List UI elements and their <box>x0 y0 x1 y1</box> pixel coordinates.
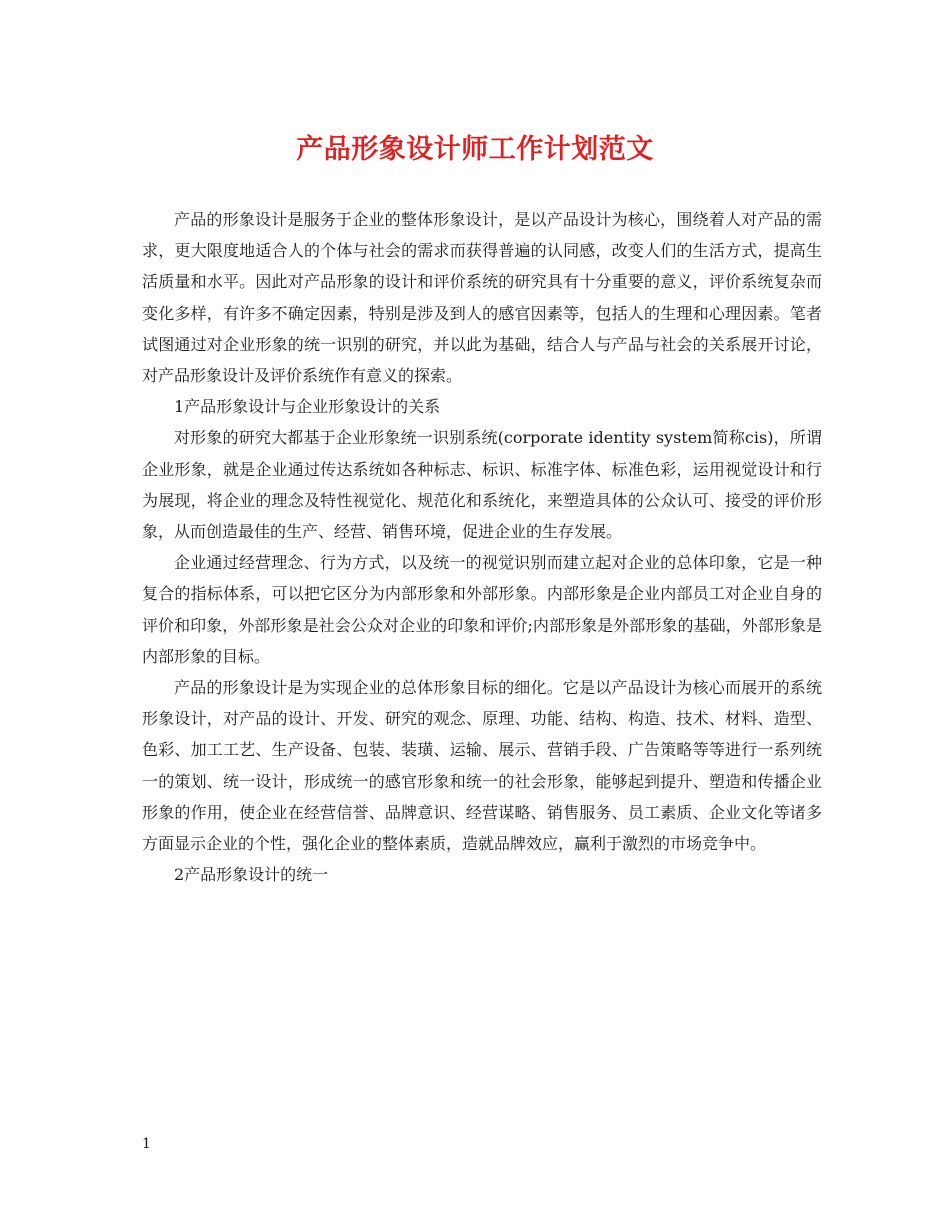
paragraph-intro: 产品的形象设计是服务于企业的整体形象设计，是以产品设计为核心，围绕着人对产品的需求，更大限度地适合人的个体与社会的需求而获得普遍的认同感，改变人们的生活方式，提高生活质量和水平。因此对产品形象的设计和评价系统的研究具有十分重要的意义，评价系统复杂而变化多样，有许多不确定因素，特别是涉及到人的感官因素等，包括人的生理和心理因素。笔者试图通过对企业形象的统一识别的研究，并以此为基础，结合人与产品与社会的关系展开讨论，对产品形象设计及评价系统作有意义的探索。 <box>142 210 822 386</box>
section-heading-1: 1产品形象设计与企业形象设计的关系 <box>174 397 441 417</box>
page-number: 1 <box>142 1136 151 1152</box>
paragraph-product-image: 产品的形象设计是为实现企业的总体形象目标的细化。它是以产品设计为核心而展开的系统形象设计，对产品的设计、开发、研究的观念、原理、功能、结构、构造、技术、材料、造型、色彩、加工工艺、生产设备、包装、装璜、运输、展示、营销手段、广告策略等等进行一系列统一的策划、统一设计，形成统一的感官形象和统一的社会形象，能够起到提升、塑造和传播企业形象的作用，使企业在经营信誉、品牌意识、经营谋略、销售服务、员工素质、企业文化等诸多方面显示企业的个性，强化企业的整体素质，造就品牌效应，赢利于激烈的市场竞争中。 <box>142 678 822 854</box>
paragraph-corporate-image: 企业通过经营理念、行为方式，以及统一的视觉识别而建立起对企业的总体印象，它是一种复合的指标体系，可以把它区分为内部形象和外部形象。内部形象是企业内部员工对企业自身的评价和印象，外部形象是社会公众对企业的印象和评价;内部形象是外部形象的基础，外部形象是内部形象的目标。 <box>142 553 822 666</box>
document-title: 产品形象设计师工作计划范文 <box>296 134 654 165</box>
section-heading-2: 2产品形象设计的统一 <box>174 865 329 885</box>
paragraph-cis: 对形象的研究大都基于企业形象统一识别系统(corporate identity system简称cis)，所谓企业形象，就是企业通过传达系统如各种标志、标识、标准字体、标准色彩，运用视觉设计和行为展现，将企业的理念及特性视觉化、规范化和系统化，来塑造具体的公众认可、接受的评价形象，从而创造最佳的生产、经营、销售环境，促进企业的生存发展。 <box>142 428 822 542</box>
document-body <box>142 204 822 890</box>
